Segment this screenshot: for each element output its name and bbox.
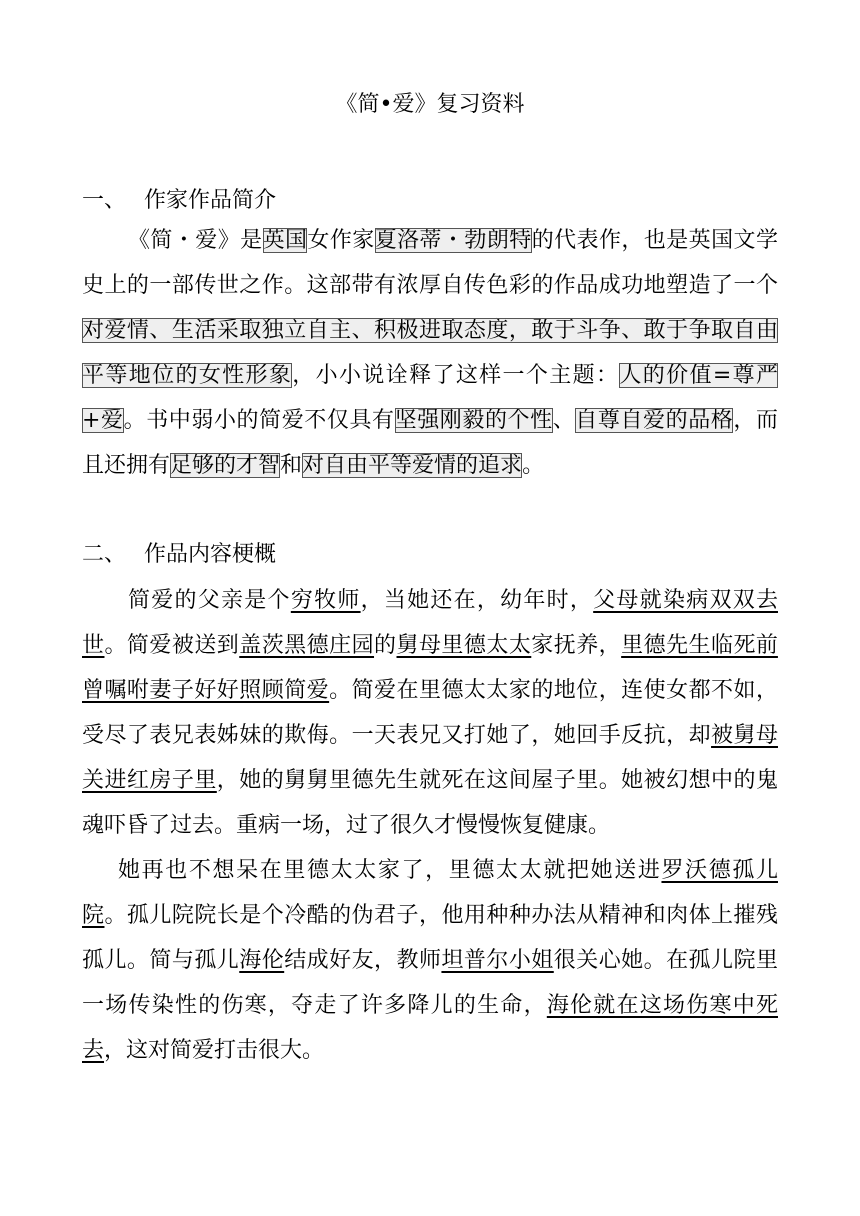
section-number-1: 一、: [82, 188, 127, 213]
underlined-term: 穷牧师: [290, 588, 361, 613]
section-title-2: 作品内容梗概: [144, 542, 277, 567]
text-run: 结成好友，教师: [284, 948, 442, 973]
underlined-term: 盖茨黑德庄园: [239, 633, 375, 658]
underlined-term: 父母就染病双双去世: [82, 588, 778, 658]
text-run: 、: [552, 408, 576, 433]
text-run: 她再也不想呆在里德太太家了，里德太太就把她送进: [118, 858, 662, 883]
text-run: 和: [280, 453, 303, 478]
text-run: ，当她还在，幼年时，: [360, 588, 594, 613]
text-run: 。孤儿院院长是个冷酷的伪君子，他用种种办法从精神和肉体上摧残孤儿。简与孤儿: [82, 903, 778, 973]
section-heading-1: [82, 184, 276, 218]
highlighted-term: 英国: [262, 228, 308, 253]
text-run: 《简・爱》是: [128, 228, 263, 253]
text-run: 。简爱在里德太太家的地位，连使女都不如，受尽了表兄表姊妹的欺侮。一天表兄又打她了，她回手反抗，却: [82, 678, 778, 748]
underlined-term: 坦普尔小姐: [441, 948, 554, 973]
text-run: 家抚养，: [531, 633, 622, 658]
text-run: 的代表作，也是英国文学史上的一部传世之作。这部带有浓厚自传色彩的作品成功地塑造了一个: [82, 228, 778, 298]
text-run: ，这对简爱打击很大。: [104, 1038, 325, 1063]
text-run: 的: [374, 633, 397, 658]
underlined-term: 罗沃德孤儿院: [82, 858, 778, 928]
text-run: 。书中弱小的简爱不仅具有: [123, 408, 395, 433]
text-run: 女作家: [307, 228, 375, 253]
text-run: ，而且还拥有: [82, 408, 778, 478]
highlighted-term: 足够的才智: [170, 453, 281, 478]
section-heading-2: [82, 538, 276, 572]
text-run: 简爱的父亲是个: [128, 588, 291, 613]
highlighted-term: 自尊自爱的品格: [575, 408, 734, 433]
text-run: 很关心她。在孤儿院里一场传染性的伤寒，夺走了许多降儿的生命，: [82, 948, 778, 1018]
text-run: 。: [522, 453, 545, 478]
summary-paragraph-1: [82, 578, 778, 848]
text-run: ，小小说诠释了这样一个主题：: [292, 363, 620, 388]
underlined-term: 里德先生临死前曾嘱咐妻子好好照顾简爱: [82, 633, 778, 703]
highlighted-term: 夏洛蒂・勃朗特: [374, 228, 532, 253]
underlined-term: 被舅母关进红房子里: [82, 723, 778, 793]
text-run: 。简爱被送到: [104, 633, 240, 658]
highlighted-term: 对自由平等爱情的追求: [302, 453, 523, 478]
highlighted-term: 坚强刚毅的个性: [394, 408, 553, 433]
intro-paragraph: [82, 218, 778, 488]
highlighted-term: 对爱情、生活采取独立自主、积极进取态度，敢于斗争、敢于争取自由平等地位的女性形象: [82, 318, 778, 388]
document-title: 《简•爱》复习资料: [335, 92, 525, 117]
underlined-term: 海伦: [239, 948, 285, 973]
underlined-term: 海伦就在这场伤寒中死去: [82, 993, 778, 1063]
section-number-2: 二、: [82, 542, 127, 567]
summary-paragraph-2: [82, 848, 778, 1073]
highlighted-term: 人的价值=尊严+爱: [82, 363, 778, 433]
underlined-term: 舅母里德太太: [396, 633, 532, 658]
section-title-1: 作家作品简介: [144, 188, 277, 213]
text-run: ，她的舅舅里德先生就死在这间屋子里。她被幻想中的鬼魂吓昏了过去。重病一场，过了很久才慢慢恢复健康。: [82, 768, 778, 838]
